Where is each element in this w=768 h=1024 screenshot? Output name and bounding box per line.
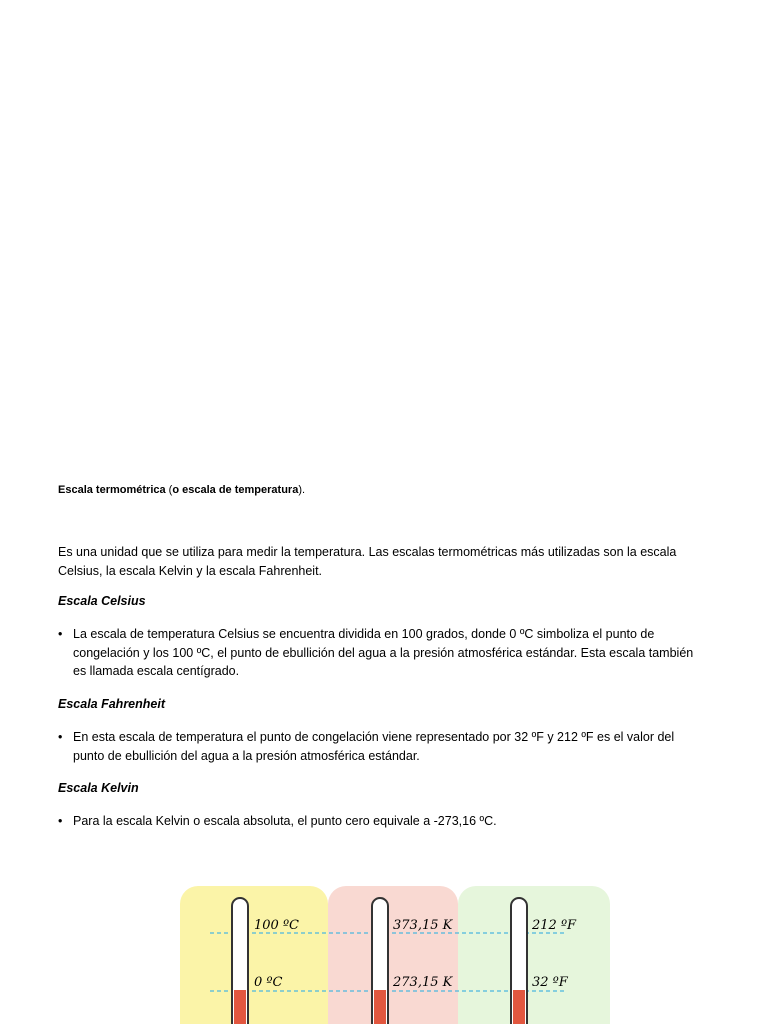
intro-paragraph: Es una unidad que se utiliza para medir la temperatura. Las escalas termométricas más utilizadas son la escala Celsius, la escala Kelvin y la escala Fahrenheit. [58,545,677,578]
label-fahrenheit-upper: 212 ºF [532,918,577,933]
bullet-dot: • [58,730,63,744]
label-kelvin-upper: 373,15 K [393,918,453,933]
panel-kelvin [328,886,458,1024]
bullet-celsius [58,625,708,681]
fluid-kelvin [374,990,386,1024]
heading-paren-open: ( [165,484,173,496]
section-title-fahrenheit: Escala Fahrenheit [58,697,165,711]
heading-paren-close: ). [298,484,306,496]
bullet-text-fahrenheit: En esta escala de temperatura el punto de congelación viene representado por 32 ºF y 212 ºF es el valor del punto de ebullición del agua a la presión atmosférica estándar. [73,730,675,763]
label-fahrenheit-lower: 32 ºF [532,975,568,990]
bullet-text-kelvin: Para la escala Kelvin o escala absoluta, el punto cero equivale a -273,16 ºC. [73,814,497,828]
fluid-celsius [234,990,246,1024]
panel-fahrenheit [458,886,610,1024]
section-title-celsius: Escala Celsius [58,594,146,608]
thermometer-figure [180,886,610,1024]
bullet-text-celsius: La escala de temperatura Celsius se encuentra dividida en 100 grados, donde 0 ºC simboliza el punto de congelación y los 100 ºC, el punto de ebullición del agua a la presión atmosférica estándar. Esta escala también es llamada escala centígrado. [73,627,694,678]
panel-celsius [180,886,328,1024]
label-kelvin-lower: 273,15 K [393,975,453,990]
section-title-kelvin: Escala Kelvin [58,781,139,795]
heading-bold-1: Escala termométrica [58,484,166,496]
bullet-fahrenheit [58,728,708,765]
bullet-dot: • [58,814,63,828]
label-celsius-upper: 100 ºC [254,918,300,933]
bullet-kelvin [58,812,708,831]
bullet-dot: • [58,627,63,641]
label-celsius-lower: 0 ºC [254,975,283,990]
heading-bold-2: o escala de temperatura [172,484,299,496]
main-heading [58,484,305,496]
fluid-fahrenheit [513,990,525,1024]
